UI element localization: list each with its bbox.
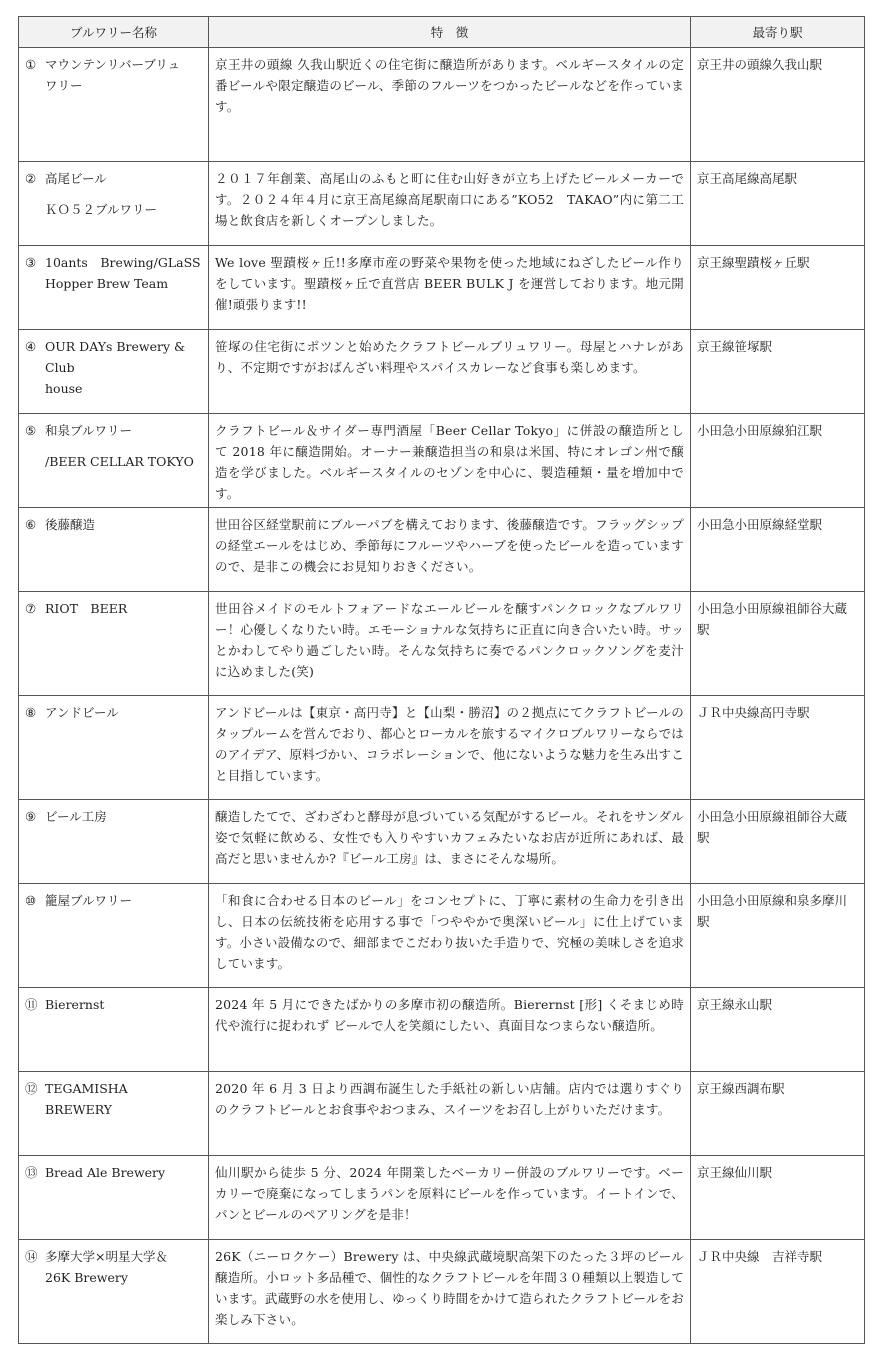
brewery-name-line1: 籠屋ブルワリー <box>45 893 133 908</box>
brewery-name-line1: 多摩大学×明星大学＆ <box>45 1249 168 1264</box>
brewery-name <box>25 336 202 399</box>
brewery-name-line2: 26K Brewery <box>45 1270 128 1285</box>
brewery-name-line1: 高尾ビール <box>45 171 107 186</box>
brewery-name-cell <box>19 162 209 246</box>
table-row <box>19 162 865 246</box>
brewery-name <box>25 806 202 827</box>
brewery-name-text <box>45 598 202 619</box>
table-row <box>19 330 865 414</box>
brewery-name-cell <box>19 1072 209 1156</box>
brewery-name-cell <box>19 330 209 414</box>
brewery-name <box>25 1078 202 1120</box>
station-cell: 京王線聖蹟桜ヶ丘駅 <box>691 246 865 330</box>
brewery-name-text <box>45 514 202 535</box>
brewery-name-text <box>45 1162 202 1183</box>
brewery-name-line1: 後藤醸造 <box>45 517 96 532</box>
header-row <box>19 17 865 48</box>
brewery-name-cell <box>19 592 209 696</box>
brewery-name-line1: アンドビール <box>45 705 119 720</box>
feature-cell: 2024 年 5 月にできたばかりの多摩市初の醸造所。Bierernst [形] くそまじめ時代や流行に捉われず ビールで人を笑顔にしたい、真面目なつまらない醸造所。 <box>209 988 691 1072</box>
brewery-name-line2: ＫＯ５２ブルワリー <box>45 202 158 217</box>
brewery-name-text <box>45 54 202 96</box>
brewery-name-text <box>45 168 202 220</box>
feature-cell: 世田谷メイドのモルトフォアードなエールビールを醸すパンクロックなブルワリー！心優しくなりたい時。エモーショナルな気持ちに正直に向き合いたい時。サッとかわしてやり過ごしたい時。そんな気持ちに奏でるパンクロックソングを麦汁に込めました(笑) <box>209 592 691 696</box>
brewery-name <box>25 1246 202 1288</box>
feature-cell: We love 聖蹟桜ヶ丘!!多摩市産の野菜や果物を使った地域にねざしたビール作りをしています。聖蹟桜ヶ丘で直営店 BEER BULK J を運営しております。地元開催!頑張ります!! <box>209 246 691 330</box>
brewery-name-text <box>45 1078 202 1120</box>
brewery-name-text <box>45 702 202 723</box>
brewery-name-cell <box>19 508 209 592</box>
row-number: ⑩ <box>25 893 37 908</box>
brewery-name-text <box>45 890 202 911</box>
row-number: ① <box>25 57 37 72</box>
row-number: ⑧ <box>25 705 37 720</box>
row-number: ⑥ <box>25 517 37 532</box>
table-row <box>19 988 865 1072</box>
row-number: ⑭ <box>25 1249 38 1264</box>
brewery-name-text <box>45 252 202 294</box>
feature-cell: ２０１７年創業、高尾山のふもと町に住む山好きが立ち上げたビールメーカーです。２０２４年４月に京王高尾線高尾駅南口にある”KO52 TAKAO”内に第二工場と飲食店を新しくオープンしました。 <box>209 162 691 246</box>
table-row <box>19 592 865 696</box>
station-cell: 京王線仙川駅 <box>691 1156 865 1240</box>
brewery-name-cell <box>19 414 209 508</box>
brewery-name <box>25 252 202 294</box>
brewery-name <box>25 420 202 472</box>
station-cell: 京王線永山駅 <box>691 988 865 1072</box>
row-number: ⑦ <box>25 601 37 616</box>
table-body <box>19 48 865 1344</box>
brewery-name-text <box>45 1246 202 1288</box>
brewery-name-line1: ビール工房 <box>45 809 107 824</box>
brewery-name-line1: OUR DAYs Brewery & Club <box>45 339 186 375</box>
table-row <box>19 48 865 162</box>
feature-cell: 世田谷区経堂駅前にブルーパブを構えております、後藤醸造です。フラッグシップの経堂エールをはじめ、季節毎にフルーツやハーブを使ったビールを造っていますので、是非この機会にお見知りおきください。 <box>209 508 691 592</box>
brewery-name-cell <box>19 800 209 884</box>
brewery-name <box>25 54 202 96</box>
table-row <box>19 696 865 800</box>
brewery-name <box>25 598 202 619</box>
brewery-name-line1: 和泉ブルワリー <box>45 423 133 438</box>
brewery-name <box>25 168 202 220</box>
header-feature: 特 徴 <box>209 17 691 48</box>
feature-cell: クラフトビール＆サイダー専門酒屋「Beer Cellar Tokyo」に併設の醸造所として 2018 年に醸造開始。オーナー兼醸造担当の和泉は米国、特にオレゴン州で醸造を学びました。ベルギースタイルのセゾンを中心に、製造種類・量を増加中です。 <box>209 414 691 508</box>
brewery-name-line1: TEGAMISHA BREWERY <box>45 1081 141 1117</box>
table-row <box>19 1240 865 1344</box>
feature-cell: 「和食に合わせる日本のビール」をコンセプトに、丁寧に素材の生命力を引き出し、日本の伝統技術を応用する事で「つややかで奥深いビール」に仕上げています。小さい設備なので、細部までこだわり抜いた手造りで、究極の美味しさを追求しています。 <box>209 884 691 988</box>
brewery-name-text <box>45 994 202 1015</box>
brewery-name-cell <box>19 696 209 800</box>
brewery-table <box>18 16 865 1344</box>
station-cell: 小田急小田原線経堂駅 <box>691 508 865 592</box>
row-number: ⑨ <box>25 809 37 824</box>
station-cell: 小田急小田原線祖師谷大蔵駅 <box>691 592 865 696</box>
brewery-name-text <box>45 420 202 472</box>
feature-cell: 笹塚の住宅街にポツンと始めたクラフトビールブリュワリー。母屋とハナレがあり、不定期ですがおばんざい料理やスパイスカレーなど食事も楽しめます。 <box>209 330 691 414</box>
station-cell: ＪＲ中央線 吉祥寺駅 <box>691 1240 865 1344</box>
table-row <box>19 508 865 592</box>
station-cell: 京王線笹塚駅 <box>691 330 865 414</box>
station-cell: 小田急小田原線祖師谷大蔵駅 <box>691 800 865 884</box>
row-number: ④ <box>25 339 37 354</box>
station-cell: 京王井の頭線久我山駅 <box>691 48 865 162</box>
brewery-name-line1: マウンテンリバーブリュ <box>45 57 181 72</box>
brewery-name <box>25 702 202 723</box>
brewery-name-line1: Bread Ale Brewery <box>45 1165 166 1180</box>
row-number: ⑤ <box>25 423 37 438</box>
feature-cell: 京王井の頭線 久我山駅近くの住宅街に醸造所があります。ベルギースタイルの定番ビールや限定醸造のビール、季節のフルーツをつかったビールなどを作っています。 <box>209 48 691 162</box>
table-row <box>19 246 865 330</box>
feature-cell: 26K（ニーロクケー）Brewery は、中央線武蔵境駅高架下のたった３坪のビール醸造所。小ロット多品種で、個性的なクラフトビールを年間３０種類以上製造しています。武蔵野の水を使用し、ゆっくり時間をかけて造られたクラフトビールをお楽しみ下さい。 <box>209 1240 691 1344</box>
brewery-name-line1: RIOT BEER <box>45 601 128 616</box>
brewery-name-text <box>45 336 202 399</box>
brewery-name-cell <box>19 48 209 162</box>
table-row <box>19 414 865 508</box>
feature-cell: 醸造したてで、ざわざわと酵母が息づいている気配がするビール。それをサンダル姿で気軽に飲める、女性でも入りやすいカフェみたいなお店が近所にあれば、最高だと思いませんか?『ビール工房』は、まさにそんな場所。 <box>209 800 691 884</box>
brewery-name <box>25 890 202 911</box>
brewery-name <box>25 994 202 1015</box>
header-station: 最寄り駅 <box>691 17 865 48</box>
station-cell: 小田急小田原線狛江駅 <box>691 414 865 508</box>
row-number: ⑬ <box>25 1165 38 1180</box>
table-row <box>19 800 865 884</box>
table-row <box>19 884 865 988</box>
feature-cell: アンドビールは【東京・高円寺】と【山梨・勝沼】の２拠点にてクラフトビールのタップルームを営んでおり、都心とローカルを旅するマイクロブルワリーならではのアイデア、原料づかい、コラボレーションで、他にないような魅力を生み出すこと目指しています。 <box>209 696 691 800</box>
brewery-name-line1: Bierernst <box>45 997 105 1012</box>
brewery-name-cell <box>19 884 209 988</box>
brewery-name-cell <box>19 1240 209 1344</box>
row-number: ③ <box>25 255 37 270</box>
brewery-name-line2: house <box>45 381 83 396</box>
brewery-name-line1: 10ants Brewing/GLaSS <box>45 255 201 270</box>
brewery-name-text <box>45 806 202 827</box>
row-number: ⑫ <box>25 1081 38 1096</box>
station-cell: 小田急小田原線和泉多摩川駅 <box>691 884 865 988</box>
row-number: ⑪ <box>25 997 38 1012</box>
header-name: ブルワリー名称 <box>19 17 209 48</box>
brewery-name-line2: Hopper Brew Team <box>45 276 169 291</box>
station-cell: 京王高尾線高尾駅 <box>691 162 865 246</box>
station-cell: 京王線西調布駅 <box>691 1072 865 1156</box>
row-number: ② <box>25 171 37 186</box>
brewery-name-line2: /BEER CELLAR TOKYO <box>45 454 194 469</box>
brewery-name-line2: ワリー <box>45 78 83 93</box>
feature-cell: 2020 年 6 月 3 日より西調布誕生した手紙社の新しい店舗。店内では選りすぐりのクラフトビールとお食事やおつまみ、スイーツをお召し上がりいただけます。 <box>209 1072 691 1156</box>
brewery-name <box>25 1162 202 1183</box>
station-cell: ＪＲ中央線高円寺駅 <box>691 696 865 800</box>
table-row <box>19 1156 865 1240</box>
brewery-name-cell <box>19 988 209 1072</box>
brewery-name-cell <box>19 246 209 330</box>
brewery-name <box>25 514 202 535</box>
brewery-name-cell <box>19 1156 209 1240</box>
feature-cell: 仙川駅から徒歩 5 分、2024 年開業したベーカリー併設のブルワリーです。ベーカリーで廃棄になってしまうパンを原料にビールを作っています。イートインで、パンとビールのペアリングを是非！ <box>209 1156 691 1240</box>
table-row <box>19 1072 865 1156</box>
